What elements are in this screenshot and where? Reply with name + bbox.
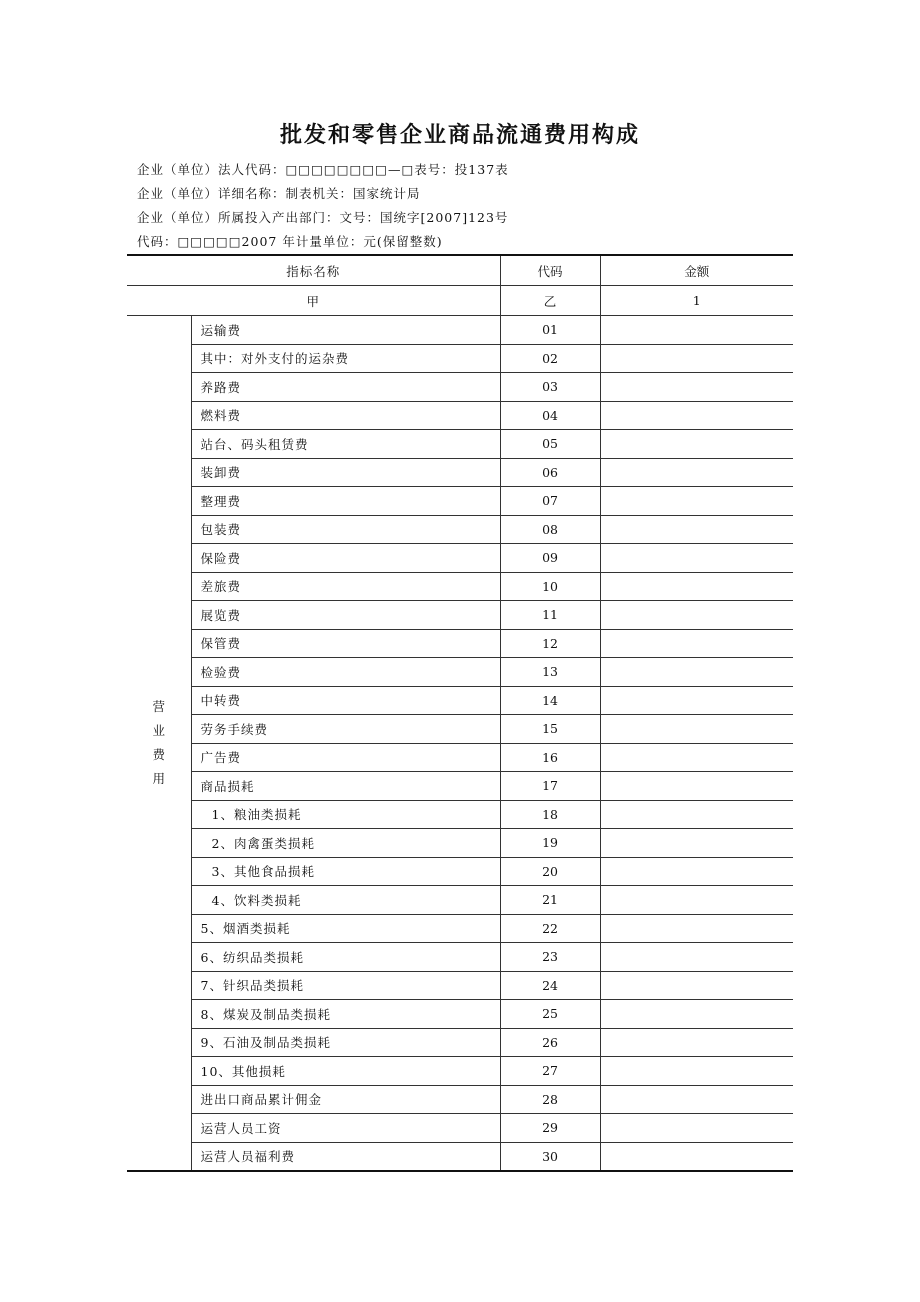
row-amount-input[interactable]: [600, 914, 793, 943]
row-amount-input[interactable]: [600, 772, 793, 801]
row-amount-input[interactable]: [600, 629, 793, 658]
row-name: 3、其他食品损耗: [191, 857, 500, 886]
row-code: 11: [500, 601, 600, 630]
row-code: 17: [500, 772, 600, 801]
row-name: 10、其他损耗: [191, 1057, 500, 1086]
row-amount-input[interactable]: [600, 658, 793, 687]
table-row: [127, 743, 793, 772]
table-row: [127, 886, 793, 915]
table-row: [127, 572, 793, 601]
row-code: 20: [500, 857, 600, 886]
row-code: 13: [500, 658, 600, 687]
row-name: 劳务手续费: [191, 715, 500, 744]
row-name: 展览费: [191, 601, 500, 630]
table-row: [127, 1085, 793, 1114]
row-code: 12: [500, 629, 600, 658]
subheader-name: 甲: [127, 286, 500, 316]
row-code: 04: [500, 401, 600, 430]
row-amount-input[interactable]: [600, 316, 793, 345]
row-code: 01: [500, 316, 600, 345]
row-amount-input[interactable]: [600, 743, 793, 772]
row-amount-input[interactable]: [600, 1142, 793, 1171]
table-row: [127, 401, 793, 430]
table-row: [127, 857, 793, 886]
table-row: [127, 544, 793, 573]
row-code: 28: [500, 1085, 600, 1114]
table-row: [127, 1000, 793, 1029]
row-name: 整理费: [191, 487, 500, 516]
row-code: 10: [500, 572, 600, 601]
row-amount-input[interactable]: [600, 1000, 793, 1029]
row-name: 广告费: [191, 743, 500, 772]
page-title: 批发和零售企业商品流通费用构成: [279, 122, 640, 148]
row-amount-input[interactable]: [600, 886, 793, 915]
row-amount-input[interactable]: [600, 487, 793, 516]
row-amount-input[interactable]: [600, 401, 793, 430]
row-code: 22: [500, 914, 600, 943]
row-name: 检验费: [191, 658, 500, 687]
row-code: 02: [500, 344, 600, 373]
row-code: 14: [500, 686, 600, 715]
table-row: [127, 373, 793, 402]
row-name: 4、饮料类损耗: [191, 886, 500, 915]
row-code: 30: [500, 1142, 600, 1171]
row-code: 06: [500, 458, 600, 487]
row-name: 2、肉禽蛋类损耗: [191, 829, 500, 858]
row-amount-input[interactable]: [600, 1057, 793, 1086]
cost-table: [127, 254, 793, 1172]
table-row: [127, 1142, 793, 1171]
row-name: 运营人员工资: [191, 1114, 500, 1143]
row-name: 运营人员福利费: [191, 1142, 500, 1171]
row-name: 运输费: [191, 316, 500, 345]
table-row: [127, 686, 793, 715]
row-amount-input[interactable]: [600, 686, 793, 715]
row-code: 23: [500, 943, 600, 972]
table-row: [127, 458, 793, 487]
category-label: 营业费用: [152, 699, 165, 786]
row-name: 装卸费: [191, 458, 500, 487]
meta-io-sector: 企业（单位）所属投入产出部门：文号：国统字[2007]123号: [137, 210, 509, 225]
row-code: 29: [500, 1114, 600, 1143]
row-code: 25: [500, 1000, 600, 1029]
header-name: 指标名称: [127, 255, 500, 286]
row-name: 1、粮油类损耗: [191, 800, 500, 829]
row-amount-input[interactable]: [600, 601, 793, 630]
table-row: [127, 800, 793, 829]
row-code: 08: [500, 515, 600, 544]
row-name: 8、煤炭及制品类损耗: [191, 1000, 500, 1029]
row-amount-input[interactable]: [600, 857, 793, 886]
row-code: 24: [500, 971, 600, 1000]
row-amount-input[interactable]: [600, 572, 793, 601]
row-amount-input[interactable]: [600, 544, 793, 573]
row-name: 保管费: [191, 629, 500, 658]
table-row: [127, 914, 793, 943]
row-code: 03: [500, 373, 600, 402]
table-row: [127, 1114, 793, 1143]
subheader-code: 乙: [500, 286, 600, 316]
meta-legal-code: 企业（单位）法人代码：□□□□□□□□—□表号：投137表: [137, 162, 509, 177]
row-amount-input[interactable]: [600, 829, 793, 858]
row-name: 燃料费: [191, 401, 500, 430]
table-header-row: [127, 255, 793, 286]
row-code: 05: [500, 430, 600, 459]
row-name: 7、针织品类损耗: [191, 971, 500, 1000]
table-row: [127, 344, 793, 373]
table-row: [127, 658, 793, 687]
row-code: 26: [500, 1028, 600, 1057]
category-cell: [127, 316, 191, 1172]
row-name: 包装费: [191, 515, 500, 544]
row-name: 养路费: [191, 373, 500, 402]
table-row: [127, 829, 793, 858]
row-amount-input[interactable]: [600, 971, 793, 1000]
table-row: [127, 515, 793, 544]
row-amount-input[interactable]: [600, 373, 793, 402]
row-amount-input[interactable]: [600, 800, 793, 829]
row-amount-input[interactable]: [600, 515, 793, 544]
table-row: [127, 772, 793, 801]
table-row: [127, 1057, 793, 1086]
row-name: 保险费: [191, 544, 500, 573]
row-name: 差旅费: [191, 572, 500, 601]
row-name: 6、纺织品类损耗: [191, 943, 500, 972]
row-name: 9、石油及制品类损耗: [191, 1028, 500, 1057]
row-amount-input[interactable]: [600, 1114, 793, 1143]
table-row: [127, 487, 793, 516]
table-row: [127, 715, 793, 744]
meta-detail-name: 企业（单位）详细名称：制表机关：国家统计局: [137, 186, 421, 201]
table-row: [127, 1028, 793, 1057]
row-code: 19: [500, 829, 600, 858]
row-code: 09: [500, 544, 600, 573]
table-row: [127, 430, 793, 459]
subheader-amount: 1: [600, 286, 793, 316]
row-amount-input[interactable]: [600, 458, 793, 487]
table-row: [127, 601, 793, 630]
row-code: 16: [500, 743, 600, 772]
row-code: 18: [500, 800, 600, 829]
row-name: 进出口商品累计佣金: [191, 1085, 500, 1114]
row-name: 商品损耗: [191, 772, 500, 801]
header-amount: 金额: [600, 255, 793, 286]
table-row: [127, 971, 793, 1000]
row-amount-input[interactable]: [600, 943, 793, 972]
row-name: 中转费: [191, 686, 500, 715]
table-subheader-row: [127, 286, 793, 316]
table-row: [127, 316, 793, 345]
row-name: 其中：对外支付的运杂费: [191, 344, 500, 373]
row-name: 5、烟酒类损耗: [191, 914, 500, 943]
row-amount-input[interactable]: [600, 344, 793, 373]
row-name: 站台、码头租赁费: [191, 430, 500, 459]
row-code: 27: [500, 1057, 600, 1086]
row-code: 07: [500, 487, 600, 516]
row-amount-input[interactable]: [600, 715, 793, 744]
row-amount-input[interactable]: [600, 1028, 793, 1057]
header-code: 代码: [500, 255, 600, 286]
meta-code-unit: 代码：□□□□□2007 年计量单位：元(保留整数): [137, 234, 443, 249]
row-code: 21: [500, 886, 600, 915]
row-amount-input[interactable]: [600, 1085, 793, 1114]
row-amount-input[interactable]: [600, 430, 793, 459]
row-code: 15: [500, 715, 600, 744]
table-row: [127, 629, 793, 658]
table-row: [127, 943, 793, 972]
